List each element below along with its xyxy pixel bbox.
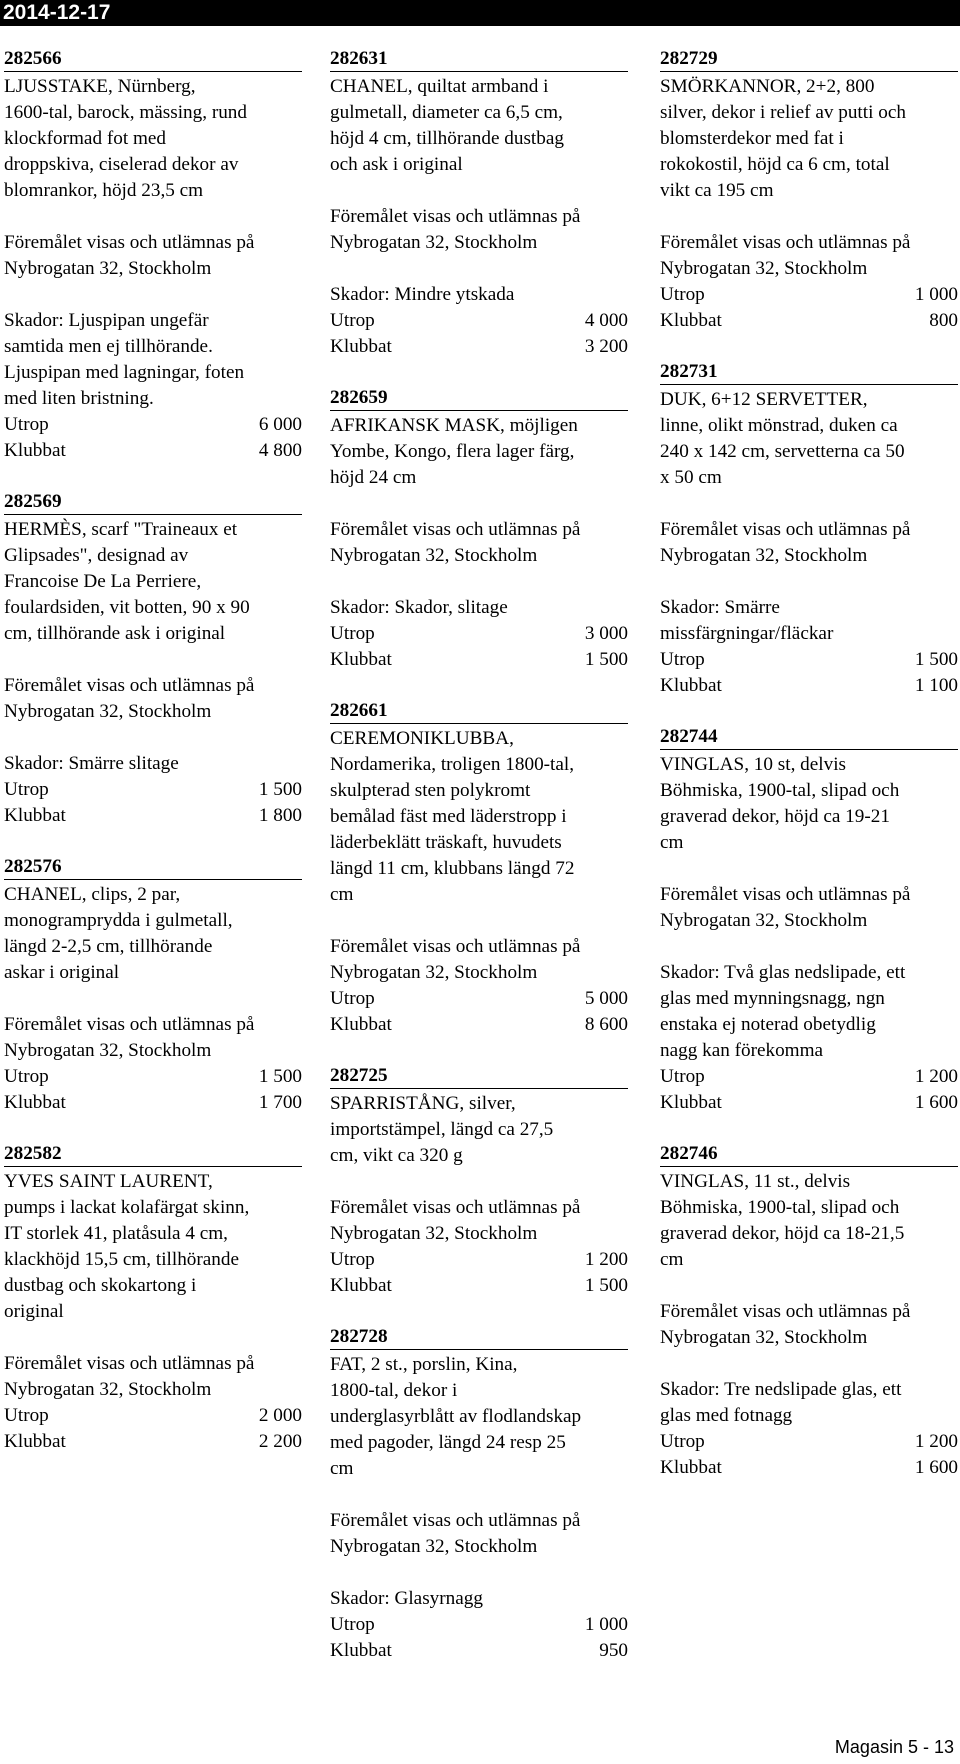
lot-number: 282569 [4, 490, 302, 515]
lot-pickup-note: Föremålet visas och utlämnas på Nybrogatan 32, Stockholm [330, 1510, 581, 1557]
lot-number: 282661 [330, 699, 628, 724]
page-date-header: 2014-12-17 [0, 0, 960, 26]
estimate-row-label: Utrop [4, 1066, 49, 1087]
estimate-row-label: Utrop [330, 988, 375, 1009]
estimate-row [4, 412, 302, 438]
lot-pickup-note: Föremålet visas och utlämnas på Nybrogatan 32, Stockholm [660, 232, 911, 279]
estimate-row-value: 1 500 [914, 649, 958, 670]
lot-entry [660, 725, 958, 1116]
lot-prices [330, 621, 628, 673]
lot-description: VINGLAS, 11 st., delvis Böhmiska, 1900-tal, slipad och graverad dekor, höjd ca 18-21,5 cm [660, 1171, 905, 1270]
hammer-row [330, 647, 628, 673]
lot-number: 282659 [330, 386, 628, 411]
estimate-row [330, 621, 628, 647]
lot-pickup-note: Föremålet visas och utlämnas på Nybrogatan 32, Stockholm [4, 1014, 255, 1061]
hammer-row-label: Klubbat [330, 649, 392, 670]
hammer-row-label: Klubbat [660, 310, 722, 331]
lot-prices [4, 412, 302, 464]
hammer-row [660, 673, 958, 699]
estimate-row-value: 1 500 [258, 1066, 302, 1087]
hammer-row [330, 1638, 628, 1664]
lot-damage-note: Skador: Smärre missfärgningar/fläckar [660, 597, 834, 644]
hammer-row-label: Klubbat [330, 1014, 392, 1035]
estimate-row-value: 2 000 [258, 1405, 302, 1426]
estimate-row-label: Utrop [330, 310, 375, 331]
lot-prices [4, 1403, 302, 1455]
lot-number: 282744 [660, 725, 958, 750]
estimate-row-label: Utrop [330, 623, 375, 644]
estimate-row [660, 1064, 958, 1090]
lot-description: DUK, 6+12 SERVETTER, linne, olikt mönstrad, duken ca 240 x 142 cm, servetterna ca 50 x 50 cm [660, 389, 905, 488]
lot-prices [660, 1429, 958, 1481]
lot-pickup-note: Föremålet visas och utlämnas på Nybrogatan 32, Stockholm [660, 884, 911, 931]
lot-number: 282725 [330, 1064, 628, 1089]
estimate-row-label: Utrop [4, 414, 49, 435]
lot-number: 282729 [660, 47, 958, 72]
hammer-row [660, 1455, 958, 1481]
estimate-row-value: 1 200 [914, 1431, 958, 1452]
estimate-row-value: 3 000 [584, 623, 628, 644]
lot-pickup-note: Föremålet visas och utlämnas på Nybrogatan 32, Stockholm [4, 675, 255, 722]
lot-description: SMÖRKANNOR, 2+2, 800 silver, dekor i relief av putti och blomsterdekor med fat i rokokostil, höjd ca 6 cm, total vikt ca 195 cm [660, 76, 906, 201]
estimate-row [4, 1403, 302, 1429]
hammer-row-value: 1 600 [914, 1092, 958, 1113]
page-footer: Magasin 5 - 13 [834, 1737, 954, 1757]
lot-prices [330, 1612, 628, 1664]
estimate-row [660, 282, 958, 308]
lot-entry [330, 386, 628, 673]
lot-entry [4, 855, 302, 1116]
estimate-row [4, 1064, 302, 1090]
lot-pickup-note: Föremålet visas och utlämnas på Nybrogatan 32, Stockholm [330, 519, 581, 566]
lot-description: CHANEL, quiltat armband i gulmetall, diameter ca 6,5 cm, höjd 4 cm, tillhörande dustbag och ask i original [330, 76, 564, 175]
estimate-row [330, 1247, 628, 1273]
estimate-row-label: Utrop [330, 1614, 375, 1635]
lot-prices [330, 308, 628, 360]
hammer-row-value: 1 500 [584, 1275, 628, 1296]
lot-prices [4, 1064, 302, 1116]
hammer-row-label: Klubbat [660, 1092, 722, 1113]
lot-number: 282566 [4, 47, 302, 72]
lot-damage-note: Skador: Skador, slitage [330, 597, 508, 618]
hammer-row-value: 2 200 [258, 1431, 302, 1452]
estimate-row-label: Utrop [660, 284, 705, 305]
estimate-row-label: Utrop [4, 779, 49, 800]
lot-damage-note: Skador: Glasyrnagg [330, 1588, 483, 1609]
lot-prices [4, 777, 302, 829]
estimate-row [330, 986, 628, 1012]
hammer-row [4, 1429, 302, 1455]
lot-number: 282731 [660, 360, 958, 385]
hammer-row-label: Klubbat [330, 336, 392, 357]
hammer-row-value: 800 [929, 310, 958, 331]
lot-pickup-note: Föremålet visas och utlämnas på Nybrogatan 32, Stockholm [4, 232, 255, 279]
lot-pickup-note: Föremålet visas och utlämnas på Nybrogatan 32, Stockholm [4, 1353, 255, 1400]
lot-number: 282576 [4, 855, 302, 880]
estimate-row-value: 1 200 [914, 1066, 958, 1087]
hammer-row [4, 438, 302, 464]
lot-description: AFRIKANSK MASK, möjligen Yombe, Kongo, flera lager färg, höjd 24 cm [330, 415, 578, 488]
lot-description: CHANEL, clips, 2 par, monogramprydda i gulmetall, längd 2-2,5 cm, tillhörande askar i original [4, 884, 233, 983]
lot-entry [330, 1325, 628, 1664]
estimate-row-label: Utrop [660, 649, 705, 670]
hammer-row-value: 1 100 [914, 675, 958, 696]
hammer-row-label: Klubbat [330, 1640, 392, 1661]
lot-damage-note: Skador: Tre nedslipade glas, ett glas med fotnagg [660, 1379, 902, 1426]
hammer-row-value: 1 800 [258, 805, 302, 826]
lot-pickup-note: Föremålet visas och utlämnas på Nybrogatan 32, Stockholm [330, 1197, 581, 1244]
hammer-row [330, 1273, 628, 1299]
lot-pickup-note: Föremålet visas och utlämnas på Nybrogatan 32, Stockholm [660, 1301, 911, 1348]
lot-prices [330, 1247, 628, 1299]
estimate-row-label: Utrop [330, 1249, 375, 1270]
lot-entry [4, 47, 302, 464]
lot-damage-note: Skador: Ljuspipan ungefär samtida men ej tillhörande. Ljuspipan med lagningar, foten med liten bristning. [4, 310, 245, 409]
lot-description: SPARRISTÅNG, silver, importstämpel, längd ca 27,5 cm, vikt ca 320 g [330, 1093, 554, 1166]
lot-number: 282582 [4, 1142, 302, 1167]
lot-number: 282728 [330, 1325, 628, 1350]
estimate-row-value: 1 000 [914, 284, 958, 305]
estimate-row [4, 777, 302, 803]
hammer-row-value: 8 600 [584, 1014, 628, 1035]
lot-prices [660, 282, 958, 334]
hammer-row-label: Klubbat [4, 1092, 66, 1113]
estimate-row-value: 5 000 [584, 988, 628, 1009]
lot-damage-note: Skador: Två glas nedslipade, ett glas med mynningsnagg, ngn enstaka ej noterad obetydlig nagg kan förekomma [660, 962, 906, 1061]
lot-pickup-note: Föremålet visas och utlämnas på Nybrogatan 32, Stockholm [330, 936, 581, 983]
lot-entry [660, 47, 958, 334]
hammer-row [330, 334, 628, 360]
hammer-row-label: Klubbat [330, 1275, 392, 1296]
hammer-row-value: 1 700 [258, 1092, 302, 1113]
lot-prices [660, 647, 958, 699]
lot-damage-note: Skador: Mindre ytskada [330, 284, 515, 305]
lot-prices [660, 1064, 958, 1116]
lot-description: FAT, 2 st., porslin, Kina, 1800-tal, dekor i underglasyrblått av flodlandskap med pagoder, längd 24 resp 25 cm [330, 1354, 582, 1479]
estimate-row-label: Utrop [660, 1066, 705, 1087]
hammer-row-value: 3 200 [584, 336, 628, 357]
hammer-row-label: Klubbat [4, 805, 66, 826]
hammer-row [330, 1012, 628, 1038]
hammer-row-value: 4 800 [258, 440, 302, 461]
estimate-row [330, 1612, 628, 1638]
lot-pickup-note: Föremålet visas och utlämnas på Nybrogatan 32, Stockholm [330, 206, 581, 253]
hammer-row-label: Klubbat [660, 675, 722, 696]
hammer-row-label: Klubbat [4, 440, 66, 461]
lot-entry [4, 490, 302, 829]
catalog-column-1 [4, 47, 302, 1455]
catalog-column-2 [330, 47, 628, 1664]
lot-description: CEREMONIKLUBBA, Nordamerika, troligen 1800-tal, skulpterad sten polykromt bemålad fäst med läderstropp i läderbeklätt träskaft, huvudets längd 11 cm, klubbans längd 72 cm [330, 728, 575, 905]
estimate-row-value: 1 000 [584, 1614, 628, 1635]
estimate-row [660, 1429, 958, 1455]
lot-description: YVES SAINT LAURENT, pumps i lackat kolafärgat skinn, IT storlek 41, platåsula 4 cm, klackhöjd 15,5 cm, tillhörande dustbag och skokartong i original [4, 1171, 250, 1322]
lot-description: VINGLAS, 10 st, delvis Böhmiska, 1900-tal, slipad och graverad dekor, höjd ca 19-21 cm [660, 754, 900, 853]
lot-description: HERMÈS, scarf "Traineaux et Glipsades", designad av Francoise De La Perriere, foulardsiden, vit botten, 90 x 90 cm, tillhörande ask i original [4, 519, 250, 644]
lot-damage-note: Skador: Smärre slitage [4, 753, 179, 774]
estimate-row-value: 6 000 [258, 414, 302, 435]
estimate-row-label: Utrop [660, 1431, 705, 1452]
lot-pickup-note: Föremålet visas och utlämnas på Nybrogatan 32, Stockholm [660, 519, 911, 566]
lot-entry [660, 360, 958, 699]
lot-entry [330, 699, 628, 1038]
lot-prices [330, 986, 628, 1038]
estimate-row-value: 4 000 [584, 310, 628, 331]
lot-number: 282746 [660, 1142, 958, 1167]
lot-entry [330, 47, 628, 360]
estimate-row [660, 647, 958, 673]
lot-number: 282631 [330, 47, 628, 72]
catalog-column-3 [660, 47, 958, 1481]
lot-description: LJUSSTAKE, Nürnberg, 1600-tal, barock, mässing, rund klockformad fot med droppskiva, ciselerad dekor av blomrankor, höjd 23,5 cm [4, 76, 247, 201]
lot-entry [4, 1142, 302, 1455]
hammer-row [4, 1090, 302, 1116]
hammer-row [660, 1090, 958, 1116]
hammer-row-label: Klubbat [4, 1431, 66, 1452]
lot-entry [330, 1064, 628, 1299]
hammer-row-label: Klubbat [660, 1457, 722, 1478]
hammer-row-value: 950 [599, 1640, 628, 1661]
lot-entry [660, 1142, 958, 1481]
estimate-row-value: 1 200 [584, 1249, 628, 1270]
estimate-row-label: Utrop [4, 1405, 49, 1426]
estimate-row [330, 308, 628, 334]
hammer-row-value: 1 500 [584, 649, 628, 670]
hammer-row [660, 308, 958, 334]
estimate-row-value: 1 500 [258, 779, 302, 800]
hammer-row [4, 803, 302, 829]
hammer-row-value: 1 600 [914, 1457, 958, 1478]
